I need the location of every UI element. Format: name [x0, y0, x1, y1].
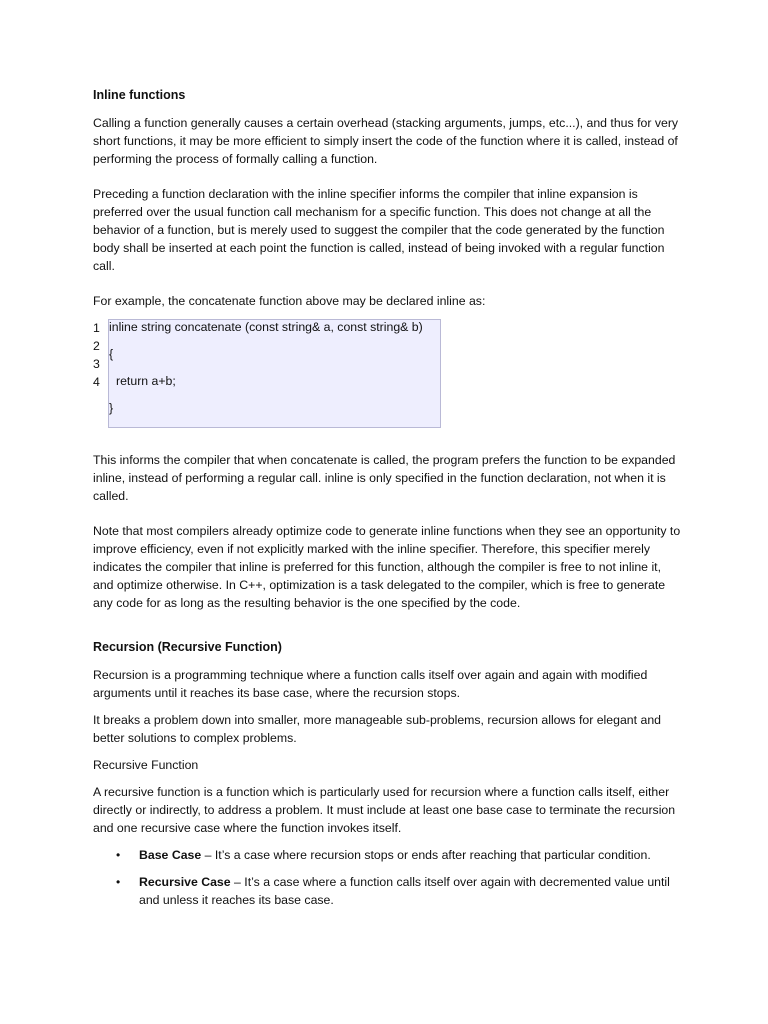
code-line: inline string concatenate (const string& a, const string& b) [109, 320, 423, 334]
code-block [108, 319, 441, 428]
inline-intro-paragraph: Calling a function generally causes a certain overhead (stacking arguments, jumps, etc...), and thus for very short functions, it may be more efficient to simply insert the code of the function where it is called, instead of performing the process of formally calling a function. [93, 116, 679, 166]
inline-explanation-paragraph: This informs the compiler that when concatenate is called, the program prefers the function to be expanded inline, instead of performing a regular call. inline is only specified in the function declaration, not when it is called. [93, 453, 676, 503]
recursive-function-subheading: Recursive Function [93, 758, 199, 772]
inline-example-paragraph: For example, the concatenate function above may be declared inline as: [93, 294, 486, 308]
code-line-numbers [93, 319, 107, 391]
list-item [93, 873, 683, 909]
line-number: 2 [93, 339, 100, 353]
bullet-text: – It’s a case where a function calls itself over again with decremented value until and unless it reaches its base case. [139, 875, 670, 907]
code-line: } [109, 401, 114, 415]
line-number: 4 [93, 375, 100, 389]
inline-functions-heading: Inline functions [93, 88, 186, 102]
bullet-term: Base Case [139, 848, 202, 862]
bullet-term: Recursive Case [139, 875, 231, 889]
document-page [93, 86, 683, 918]
inline-specifier-paragraph: Preceding a function declaration with the inline specifier informs the compiler that inline expansion is preferred over the usual function call mechanism for a specific function. This does not change at all the behavior of a function, but is merely used to suggest the compiler that the code generated by the function body shall be inserted at each point the function is called, instead of being invoked with a regular function call. [93, 187, 665, 273]
code-example [93, 319, 683, 431]
recursion-heading: Recursion (Recursive Function) [93, 640, 282, 654]
code-line: { [109, 347, 114, 361]
recursion-cases-list [93, 846, 683, 909]
line-number: 3 [93, 357, 100, 371]
recursive-function-paragraph: A recursive function is a function which is particularly used for recursion where a function calls itself, either directly or indirectly, to address a problem. It must include at least one base case to terminate the recursion and one recursive case where the function invokes itself. [93, 785, 676, 835]
line-number: 1 [93, 321, 100, 335]
bullet-text: – It’s a case where recursion stops or ends after reaching that particular condition. [201, 848, 651, 862]
compiler-optimization-paragraph: Note that most compilers already optimize code to generate inline functions when they see an opportunity to improve efficiency, even if not explicitly marked with the inline specifier. Therefore, this specifier merely indicates the compiler that inline is preferred for this function, although the compiler is free to not inline it, and optimize otherwise. In C++, optimization is a task delegated to the compiler, which is free to generate any code for as long as the resulting behavior is the one specified by the code. [93, 524, 681, 610]
list-item [93, 846, 683, 864]
bullet-icon: • [116, 848, 121, 862]
code-line: return a+b; [116, 374, 176, 388]
recursion-benefit-paragraph: It breaks a problem down into smaller, more manageable sub-problems, recursion allows for elegant and better solutions to complex problems. [93, 713, 661, 745]
bullet-icon: • [116, 875, 121, 889]
recursion-definition-paragraph: Recursion is a programming technique where a function calls itself over again and again with modified arguments until it reaches its base case, where the recursion stops. [93, 668, 648, 700]
